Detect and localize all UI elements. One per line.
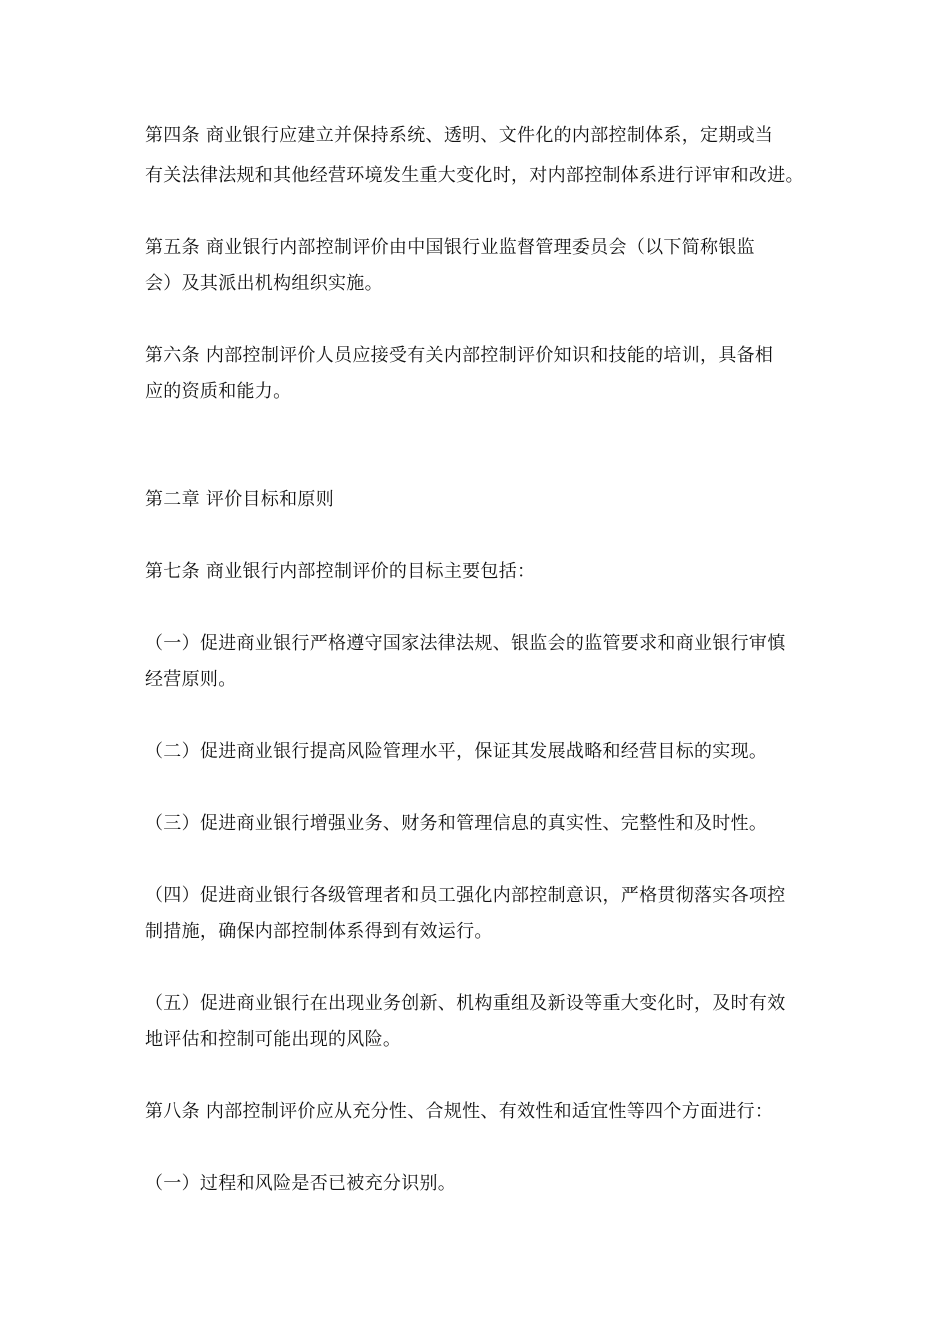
article-6-line-1: 第六条 内部控制评价人员应接受有关内部控制评价知识和技能的培训，具备相 — [145, 345, 774, 366]
article-7-item-5-line-1: （五）促进商业银行在出现业务创新、机构重组及新设等重大变化时，及时有效 — [145, 993, 786, 1014]
article-7-item-5-line-2: 地评估和控制可能出现的风险。 — [145, 1029, 402, 1050]
article-6-line-2: 应的资质和能力。 — [145, 381, 292, 402]
article-7-item-1-line-1: （一）促进商业银行严格遵守国家法律法规、银监会的监管要求和商业银行审慎 — [145, 633, 786, 654]
article-4-line-1: 第四条 商业银行应建立并保持系统、透明、文件化的内部控制体系，定期或当 — [145, 125, 774, 146]
article-5-line-1: 第五条 商业银行内部控制评价由中国银行业监督管理委员会（以下简称银监 — [145, 237, 755, 258]
chapter-2-heading: 第二章 评价目标和原则 — [145, 489, 335, 510]
article-8-line-1: 第八条 内部控制评价应从充分性、合规性、有效性和适宜性等四个方面进行： — [145, 1101, 774, 1122]
article-7-item-3-line-1: （三）促进商业银行增强业务、财务和管理信息的真实性、完整性和及时性。 — [145, 813, 768, 834]
article-8-item-1-line-1: （一）过程和风险是否已被充分识别。 — [145, 1173, 457, 1194]
article-7-item-4-line-2: 制措施，确保内部控制体系得到有效运行。 — [145, 921, 493, 942]
article-7-item-4-line-1: （四）促进商业银行各级管理者和员工强化内部控制意识，严格贯彻落实各项控 — [145, 885, 786, 906]
article-7-item-1-line-2: 经营原则。 — [145, 669, 237, 690]
article-7-line-1: 第七条 商业银行内部控制评价的目标主要包括： — [145, 561, 536, 582]
article-5-line-2: 会）及其派出机构组织实施。 — [145, 273, 383, 294]
article-7-item-2-line-1: （二）促进商业银行提高风险管理水平，保证其发展战略和经营目标的实现。 — [145, 741, 768, 762]
article-4-line-2: 有关法律法规和其他经营环境发生重大变化时，对内部控制体系进行评审和改进。 — [145, 165, 804, 186]
